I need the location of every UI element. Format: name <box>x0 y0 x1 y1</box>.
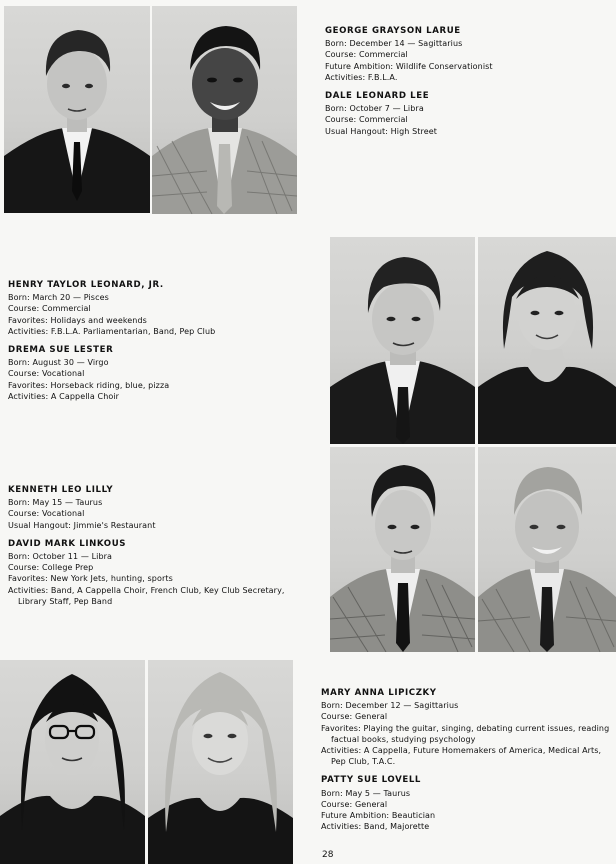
bio-line: Born: May 5 — Taurus <box>321 788 411 798</box>
bio-line: Born: October 7 — Libra <box>325 104 424 114</box>
student-name: GEORGE GRAYSON LARUE <box>325 26 461 36</box>
bio-line: Course: General <box>321 712 388 722</box>
portrait-photo <box>148 660 293 864</box>
bio-line: Activities: A Cappella, Future Homemakers of America, Medical Arts, Pep Club, T.A.C. <box>321 746 602 767</box>
student-bio <box>321 688 614 832</box>
bio-line: Course: Commercial <box>325 115 408 125</box>
bio-line: Usual Hangout: High Street <box>325 126 438 136</box>
portrait-photo <box>330 447 475 652</box>
student-bio <box>325 26 493 137</box>
portrait-photo <box>0 660 145 864</box>
student-name: DAVID MARK LINKOUS <box>8 538 127 549</box>
student-name: DREMA SUE LESTER <box>8 345 114 356</box>
bio-line: Born: March 20 — Pisces <box>8 293 109 303</box>
portrait-photo <box>330 237 475 444</box>
bio-line: Favorites: Playing the guitar, singing, debating current issues, reading factual books, studying psychology <box>321 723 610 744</box>
bio-line: Born: August 30 — Virgo <box>8 358 109 368</box>
bio-line: Activities: Band, A Cappella Choir, French Club, Key Club Secretary, Library Staff, Pep Band <box>8 585 285 606</box>
bio-line: Course: Commercial <box>325 50 408 60</box>
bio-line: Usual Hangout: Jimmie's Restaurant <box>8 520 156 530</box>
bio-line: Course: Vocational <box>8 369 85 379</box>
bio-line: Activities: F.B.L.A. Parliamentarian, Band, Pep Club <box>8 326 216 336</box>
bio-line: Course: Commercial <box>8 304 91 314</box>
portrait-photo <box>4 6 150 213</box>
student-name: DALE LEONARD LEE <box>325 91 430 102</box>
student-name: HENRY TAYLOR LEONARD, JR. <box>8 280 164 290</box>
bio-line: Future Ambition: Beautician <box>321 811 436 821</box>
student-name: KENNETH LEO LILLY <box>8 485 114 495</box>
student-bio <box>8 485 308 607</box>
bio-line: Born: October 11 — Libra <box>8 552 113 562</box>
bio-line: Favorites: New York Jets, hunting, sports <box>8 574 173 584</box>
bio-line: Activities: Band, Majorette <box>321 822 430 832</box>
bio-line: Course: Vocational <box>8 509 85 519</box>
student-name: PATTY SUE LOVELL <box>321 775 421 786</box>
bio-line: Favorites: Holidays and weekends <box>8 315 147 325</box>
bio-line: Course: General <box>321 799 388 809</box>
bio-line: Future Ambition: Wildlife Conservationist <box>325 61 493 71</box>
bio-line: Born: May 15 — Taurus <box>8 498 103 508</box>
student-bio <box>8 280 215 402</box>
bio-line: Favorites: Horseback riding, blue, pizza <box>8 380 170 390</box>
bio-line: Course: College Prep <box>8 563 94 573</box>
bio-line: Activities: A Cappella Choir <box>8 391 120 401</box>
bio-line: Activities: F.B.L.A. <box>325 72 398 82</box>
bio-line: Born: December 14 — Sagittarius <box>325 39 463 49</box>
bio-line: Born: December 12 — Sagittarius <box>321 701 459 711</box>
portrait-photo <box>478 447 616 652</box>
portrait-photo <box>478 237 616 444</box>
portrait-photo <box>152 6 297 214</box>
student-name: MARY ANNA LIPICZKY <box>321 688 437 698</box>
page-number: 28 <box>322 850 334 860</box>
